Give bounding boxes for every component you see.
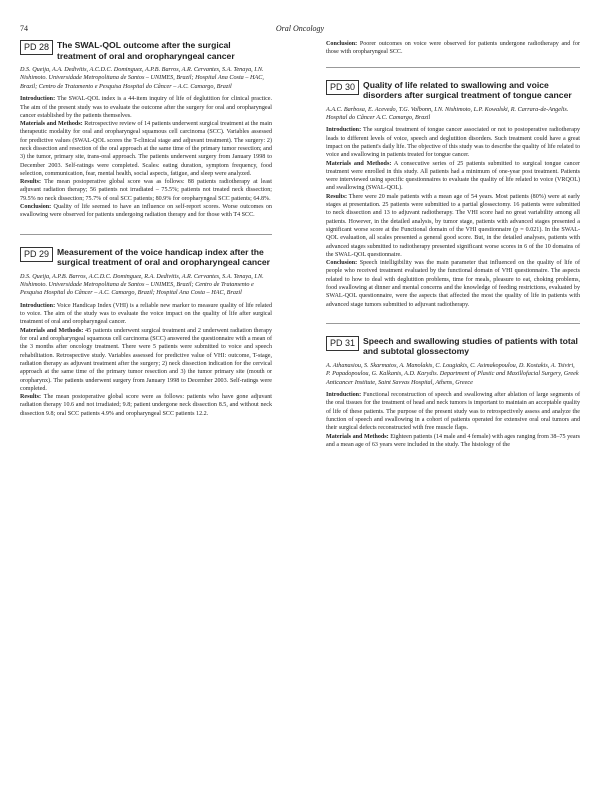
section-label: Conclusion: (326, 260, 358, 267)
section-text: Quality of life seemed to have an influence on self-report scores. Worse outcomes on swallowing were observed for patients undergoing radiation therapy and for those with T4 SCC. (20, 204, 272, 219)
section-text: A consecutive series of 25 patients submitted to surgical tongue cancer treatment were enrolled in this study. All patients had a minimum of one-year post treatment. Patients were interviewed using specific questionnaires to evaluate the quality of life related to voice (VRQOL) and swallowing (SWAL-QOL). (326, 160, 581, 192)
section-label: Materials and Methods: (326, 433, 389, 440)
abstract-methods (326, 433, 580, 450)
right-column (326, 40, 580, 463)
section-label: Results: (20, 179, 41, 186)
section-label: Introduction: (20, 302, 56, 309)
abstract-conclusion (326, 259, 580, 309)
abstract-introduction (20, 302, 272, 327)
section-text: Speech intelligibility was the main parameter that influenced on the quality of life of people who received treatment evaluated by the functional domain of VHI questionnaire. The aspects related to how to deal with deglutition problems, time for meals, pleasure to eat, choking problems, food swallowing at dinner and mental concerns and the knowledge of feeding restrictions, evaluated by SWAL-QOL questionnaire, were the aspects that affected the most the quality of life in patients with advanced stage tumors submitted to adjuvant radiotherapy. (326, 260, 581, 308)
abstract-pd30 (326, 80, 580, 309)
section-label: Introduction: (326, 392, 362, 399)
abstract-methods (20, 327, 272, 393)
abstract-authors: A.A.C. Barbosa, E. Acevedo, T.G. Valbonn, I.N. Nishimoto, L.P. Kowalski, R. Carrara-de-Angelis. Hospital do Câncer A.C. Camargo, Brazil (326, 105, 569, 121)
abstract-results (20, 393, 272, 418)
section-text: 45 patients underwent surgical treatment and 2 underwent radiation therapy for oral and oropharyngeal squamous cell carcinoma (SCC) answered the questionnaire with a mean of the 3 months after oncology treatment. There were 5 patients were submitted to voice and speech rehabilitation. Retrospective study. Variables assessed for predictive value of VHI: outcome, T-stage, radiation therapy as adjuvant treatment after the surgery; 2) neck dissection indication for the cervical approach at the same time of the primary tumor resection and 3) the tumor primary site (mouth or oropharynx). The patients underwent surgery from January 1998 to December 2003. Self-ratings were completed. (20, 327, 273, 392)
section-text: Voice Handicap Index (VHI) is a reliable new marker to measure quality of life related to voice. The aim of the study was to evaluate the voice impact on the quality of life after surgical treatment of oral and oropharyngeal cancer. (20, 302, 272, 326)
abstract-header (326, 80, 580, 101)
abstract-results (326, 193, 580, 259)
abstract-methods (20, 120, 272, 178)
abstract-conclusion (20, 203, 272, 220)
abstract-authors: A. Athanasiou, S. Skarmatos, A. Manolakis, C. Lougiakis, C. Asimakopoulou, D. Kostakis, A. Tsiviri, P. Papadopoulou, G. Kalkanis, A.D. Karydis. Department of Plastic and Maxillofacial Surgery, Greek Anticancer Institute, Saint Savvas Hospital, Athens, Greece (326, 361, 579, 386)
abstract-code: PD 31 (326, 336, 359, 351)
section-divider (20, 234, 272, 235)
abstract-methods (326, 160, 580, 193)
section-label: Introduction: (20, 96, 56, 103)
abstract-introduction (326, 391, 580, 432)
section-text: Functional reconstruction of speech and swallowing after ablation of large segments of the oral tissues for the treatment of head and neck tumors is important to maintain an acceptable quality of life of these patients. The purpose of the present study was to retrospectively assess and analyze the function of speech and swallowing in a cohort of patients operated for extensive oral oral tumors and their surgical defects reconstructed with free muscle flaps. (326, 392, 580, 432)
section-text: Retrospective review of 14 patients underwent surgical treatment at the main therapeutic modality for oral and oropharyngeal squamous cell carcinoma (SCC). Variables assessed for predictive values (SWAL-QOL scores the T-clinical stage and adjuvant treatment). The surgery: 2) neck dissection and resection of the oral approach at the same time of the primary tumor resection; and 3) the tumor, primary site, trans-oral approach. The patients underwent surgery from January 1998 to December 2003. Self-ratings were completed. Scales: eating duration, symptom frequency, food selection, communication, fear, mental health, social aspects, fatigue, and sleep were analyzed. (20, 121, 272, 177)
abstract-header (326, 336, 580, 357)
abstract-pd29 (20, 247, 272, 418)
abstract-authors: D.S. Queija, A.P.B. Barros, A.C.D.C. Dominguez, R.A. Dedivitis, A.R. Cervantes, S.A. Tenaya, I.N. Nishimoto. Universidade Metropolitana de Santos – UNIMES, Brazil; Centro de Tratamento e Pesquisa Hospital do Câncer – A.C. Camargo, Brazil; Hospital Ana Costa – HAC, Brazil (20, 272, 264, 297)
left-column (20, 40, 272, 432)
section-label: Results: (20, 394, 41, 401)
section-label: Materials and Methods: (20, 121, 83, 128)
page-header (20, 24, 580, 36)
abstract-header (20, 247, 272, 268)
abstract-title: Speech and swallowing studies of patients with total and subtotal glossectomy (363, 335, 578, 357)
journal-title: Oral Oncology (275, 24, 325, 33)
abstract-pd28 (20, 40, 272, 220)
section-text: Poorer outcomes on voice were observed for patients undergone radiotherapy and for those with oropharyngeal SCC. (326, 41, 580, 56)
abstract-introduction (20, 95, 272, 120)
section-divider (326, 67, 580, 68)
abstract-authors: D.S. Queija, A.A. Dedivitis, A.C.D.C. Dominguez, A.P.B. Barros, A.R. Cervantes, S.A. Tenaya, I.N. Nishimoto. Universidade Metropolitana de Santos – UNIMES, Brazil; Hospital Ana Costa – HAC, Brazil; Centro de Tratamento e Pesquisa Hospital do Câncer – A.C. Camargo, Brazil (20, 66, 264, 90)
section-text: There were 20 male patients with a mean age of 54 years. Most patients (80%) were at early stages at presentation. 25 patients were submitted to a partial glossectomy. 16 patients were submitted to neck dissection and 13 to adjuvant radiotherapy. The VHI score had no great variability among all patients. However, in the detailed analysis, by tumor stage, patients with advanced stages presented a significant worse score at the Functional domain of the VHI questionnaire (p = 0.021). In the SWAL-QOL evaluation, all scales presented a general good score. But, in the detailed analyses, patients with advanced stages submitted to radiotherapy presented significant worse scores in 6 of the 10 domains of the SWAL-QOL questionnaire. (326, 193, 580, 258)
section-label: Conclusion: (326, 41, 358, 47)
section-label: Materials and Methods: (20, 327, 84, 334)
abstract-code: PD 30 (326, 80, 359, 95)
section-text: The mean postoperative global score were as follows: patients who have gone adjuvant radiation therapy 10.6 and not irradiated; 9.8; patient undergone neck dissection 8.5, and without neck dissection 9.8; oral SCC patients 4.9% and oropharyngeal SCC patients 12.2. (20, 394, 272, 417)
section-text: Eighteen patients (14 male and 4 female) with ages ranging from 38–75 years and a mean age of 63 years were included in the study. The histology of the (326, 433, 580, 448)
section-divider (326, 323, 580, 324)
section-label: Introduction: (326, 127, 362, 134)
abstract-code: PD 28 (20, 40, 53, 55)
section-label: Results: (326, 193, 347, 200)
abstract-code: PD 29 (20, 247, 53, 262)
abstract-title: Quality of life related to swallowing and voice disorders after surgical treatment of tongue cancer (363, 79, 572, 101)
pd29-conclusion-continued (326, 40, 580, 57)
abstract-title: Measurement of the voice handicap index after the surgical treatment of oral and oropharyngeal cancer (57, 246, 271, 268)
section-text: The surgical treatment of tongue cancer associated or not to postoperative radiotherapy leads to different levels of voice, speech and deglutition disorders. Such treatment could have a great impact on the patient's daily life. The objective of this study was to describe the quality of life related to voice and swallowing in patients treated for tongue cancer. (326, 127, 580, 159)
abstract-results (20, 178, 272, 203)
abstract-introduction (326, 126, 580, 159)
abstract-title: The SWAL-QOL outcome after the surgical treatment of oral and oropharyngeal cancer (57, 40, 235, 61)
section-text: The SWAL-QOL index is a 44-item inquiry of life of deglutition for clinical practice. The aim of the present study was to evaluate the outcome after the surgery for oral and oropharyngeal cancer established by the patients themselves. (20, 96, 272, 119)
section-label: Conclusion: (20, 204, 52, 211)
section-label: Materials and Methods: (326, 160, 392, 167)
section-text: The mean postoperative global score was as follows: 88 patients radiotherapy at least adjuvant radiation therapy; 56 patients not irradiated – 75.5%; patients not treated neck dissection; 79.5% no neck dissection; 75.7% of oral SCC patients; 80.9% for oropharyngeal SCC patients; 64.8%. (20, 179, 272, 202)
abstract-header (20, 40, 272, 61)
page-number: 74 (20, 24, 28, 33)
abstract-pd31 (326, 336, 580, 449)
